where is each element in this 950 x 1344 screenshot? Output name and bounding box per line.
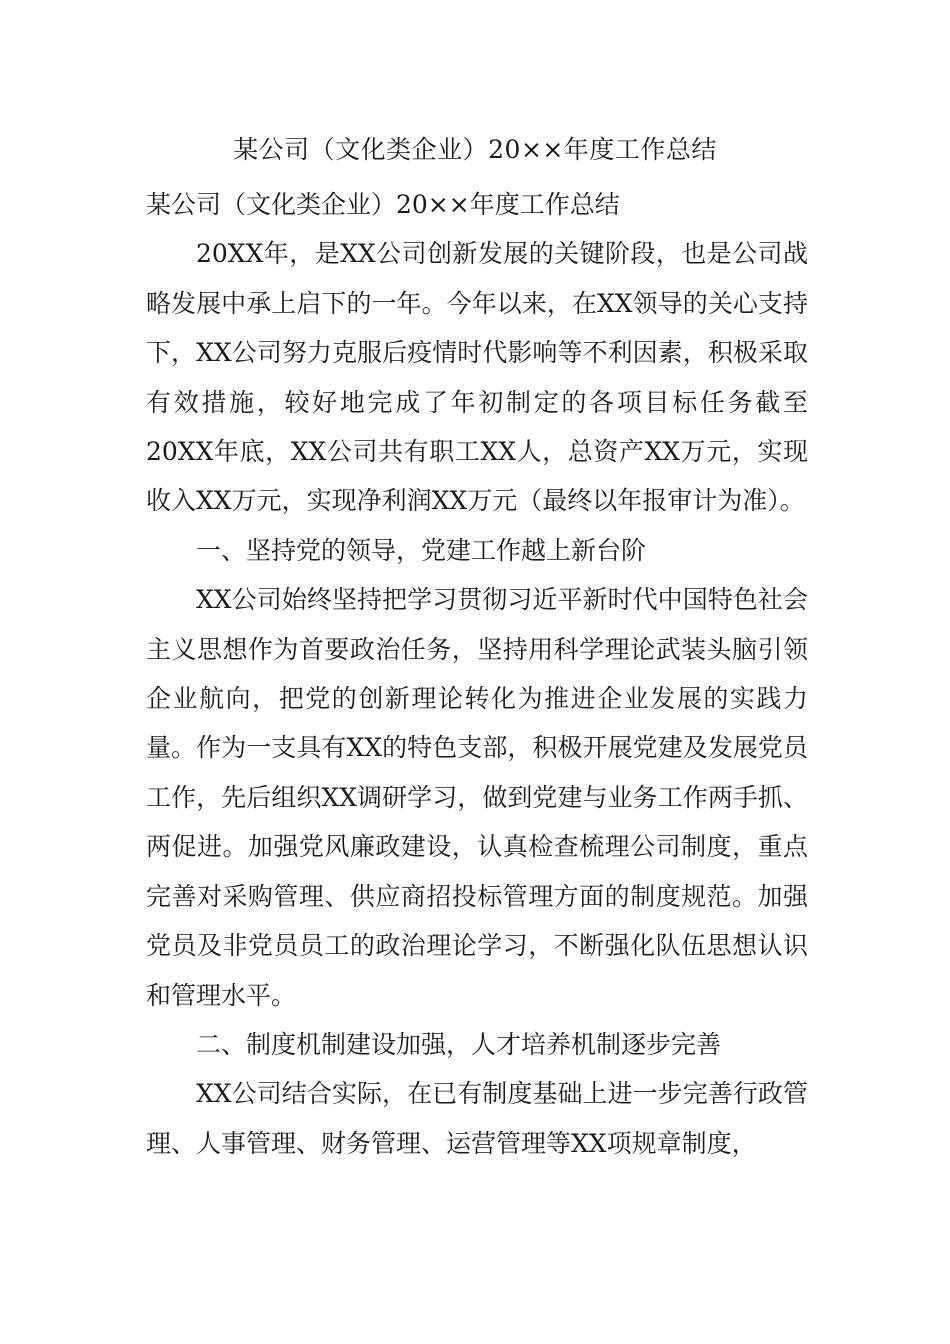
- document-title: 某公司（文化类企业）20××年度工作总结: [233, 135, 717, 164]
- paragraph-party-building: XX公司始终坚持把学习贯彻习近平新时代中国特色社会主义思想作为首要政治任务，坚持用科学理论武装头脑引领企业航向，把党的创新理论转化为推进企业发展的实践力量。作为一支具有XX的特色支部，积极开展党建及发展党员工作，先后组织XX调研学习，做到党建与业务工作两手抓、两促进。加强党风廉政建设，认真检查梳理公司制度，重点完善对采购管理、供应商招投标管理方面的制度规范。加强党员及非党员员工的政治理论学习，不断强化队伍思想认识和管理水平。: [146, 585, 808, 1010]
- paragraph-intro: 20XX年，是XX公司创新发展的关键阶段，也是公司战略发展中承上启下的一年。今年以来，在XX领导的关心支持下，XX公司努力克服后疫情时代影响等不利因素，积极采取有效措施，较好地完成了年初制定的各项目标任务截至20XX年底，XX公司共有职工XX人，总资产XX万元，实现收入XX万元，实现净利润XX万元（最终以年报审计为准）。: [146, 239, 808, 516]
- document-body: [146, 180, 808, 1168]
- paragraph-institutions: XX公司结合实际，在已有制度基础上进一步完善行政管理、人事管理、财务管理、运营管理等XX项规章制度，: [146, 1079, 808, 1158]
- section-heading-2: 二、制度机制建设加强，人才培养机制逐步完善: [196, 1029, 722, 1059]
- document-subtitle: 某公司（文化类企业）20××年度工作总结: [146, 190, 620, 219]
- section-heading-1: 一、坚持党的领导，党建工作越上新台阶: [196, 535, 647, 565]
